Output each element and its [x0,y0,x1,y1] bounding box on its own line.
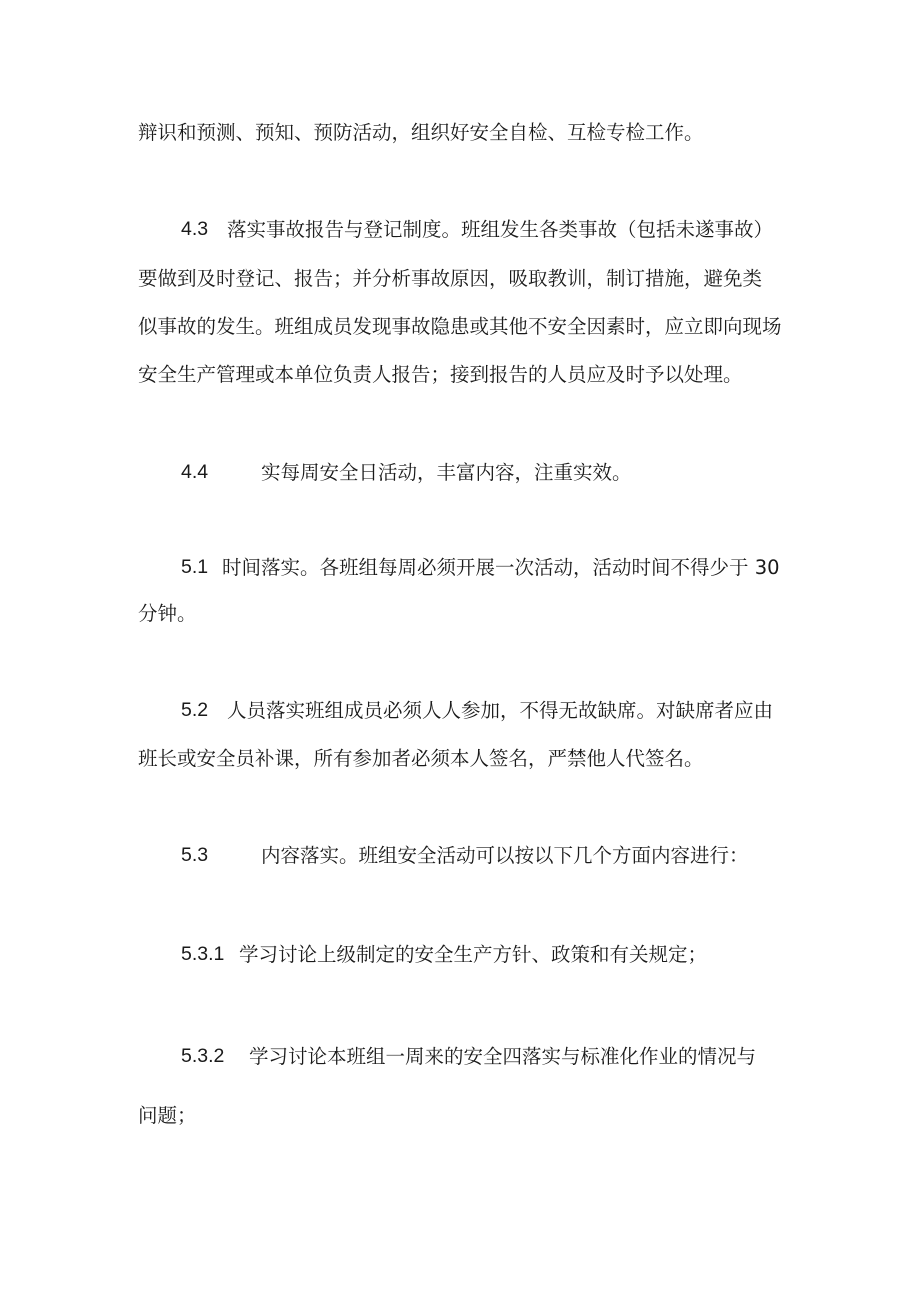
paragraph-line: 分钟。 [138,602,197,625]
paragraph-line: 时间落实。各班组每周必须开展一次活动，活动时间不得少于 30 [222,556,780,579]
paragraph-line: 安全生产管理或本单位负责人报告；接到报告的人员应及时予以处理。 [138,363,743,386]
paragraph-line: 班长或安全员补课，所有参加者必须本人签名，严禁他人代签名。 [138,747,704,770]
section-number: 5.2 [181,699,209,721]
section-number: 4.4 [181,461,209,483]
paragraph-line: 问题； [138,1104,197,1127]
paragraph-line: 似事故的发生。班组成员发现事故隐患或其他不安全因素时，应立即向现场 [138,315,782,338]
paragraph-line: 内容落实。班组安全活动可以按以下几个方面内容进行： [261,844,749,867]
section-number: 5.3 [181,844,209,866]
paragraph-line: 实每周安全日活动，丰富内容，注重实效。 [261,461,632,484]
section-number: 5.1 [181,556,209,578]
section-number: 5.3.2 [181,1045,225,1067]
paragraph-line: 人员落实班组成员必须人人参加，不得无故缺席。对缺席者应由 [227,699,774,722]
paragraph-line: 要做到及时登记、报告；并分析事故原因，吸取教训，制订措施，避免类 [138,267,763,290]
paragraph-line: 学习讨论本班组一周来的安全四落实与标准化作业的情况与 [249,1045,757,1068]
section-number: 5.3.1 [181,943,225,965]
paragraph-line: 落实事故报告与登记制度。班组发生各类事故（包括未遂事故） [227,218,774,241]
section-number: 4.3 [181,218,209,240]
paragraph-line: 学习讨论上级制定的安全生产方针、政策和有关规定； [239,943,708,966]
paragraph-line: 辩识和预测、预知、预防活动，组织好安全自检、互检专检工作。 [138,121,704,144]
